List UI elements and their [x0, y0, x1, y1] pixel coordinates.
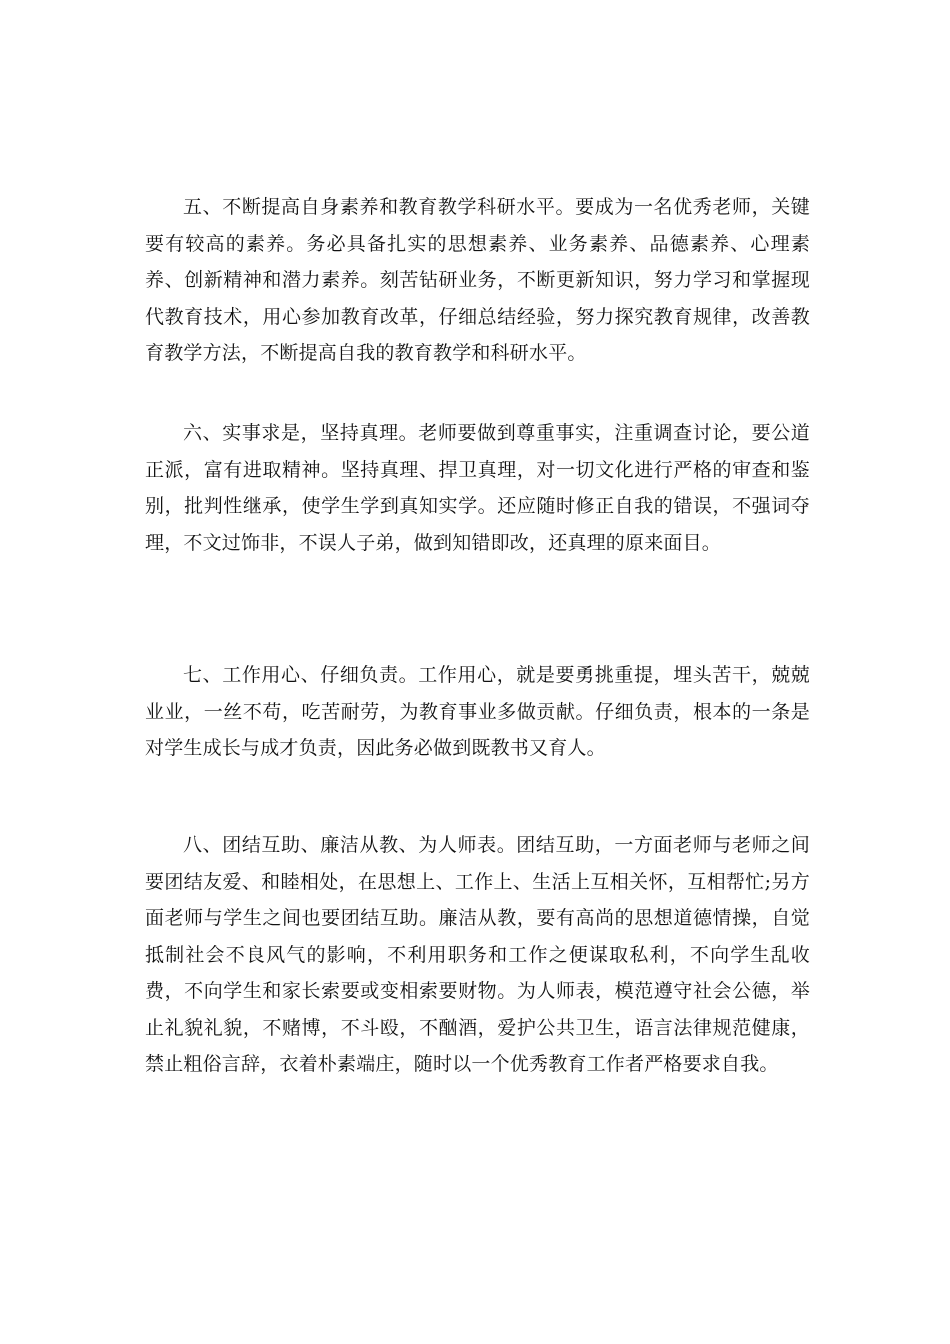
paragraph-6-seek-truth: 六、实事求是，坚持真理。老师要做到尊重事实，注重调查讨论，要公道正派，富有进取精神。坚持真理、捍卫真理，对一切文化进行严格的审查和鉴别，批判性继承，使学生学到真知实学。还应随时修正自我的错误，不强词夺理，不文过饰非，不误人子弟，做到知错即改，还真理的原来面目。 [145, 422, 810, 554]
paragraph-8-unity-integrity: 八、团结互助、廉洁从教、为人师表。团结互助，一方面老师与老师之间要团结友爱、和睦相处，在思想上、工作上、生活上互相关怀，互相帮忙;另方面老师与学生之间也要团结互助。廉洁从教，要有高尚的思想道德情操，自觉抵制社会不良风气的影响，不利用职务和工作之便谋取私利，不向学生乱收费，不向学生和家长索要或变相索要财物。为人师表，模范遵守社会公德，举止礼貌礼貌，不赌博，不斗殴，不酗酒，爱护公共卫生，语言法律规范健康，禁止粗俗言辞，衣着朴素端庄，随时以一个优秀教育工作者严格要求自我。 [145, 834, 810, 1075]
paragraph-7-diligence: 七、工作用心、仔细负责。工作用心，就是要勇挑重提，埋头苦干，兢兢业业，一丝不苟，吃苦耐劳，为教育事业多做贡献。仔细负责，根本的一条是对学生成长与成才负责，因此务必做到既教书又育人。 [145, 664, 810, 759]
paragraph-5-self-improvement: 五、不断提高自身素养和教育教学科研水平。要成为一名优秀老师，关键要有较高的素养。务必具备扎实的思想素养、业务素养、品德素养、心理素养、创新精神和潜力素养。刻苦钻研业务，不断更新知识，努力学习和掌握现代教育技术，用心参加教育改革，仔细总结经验，努力探究教育规律，改善教育教学方法，不断提高自我的教育教学和科研水平。 [145, 196, 810, 364]
